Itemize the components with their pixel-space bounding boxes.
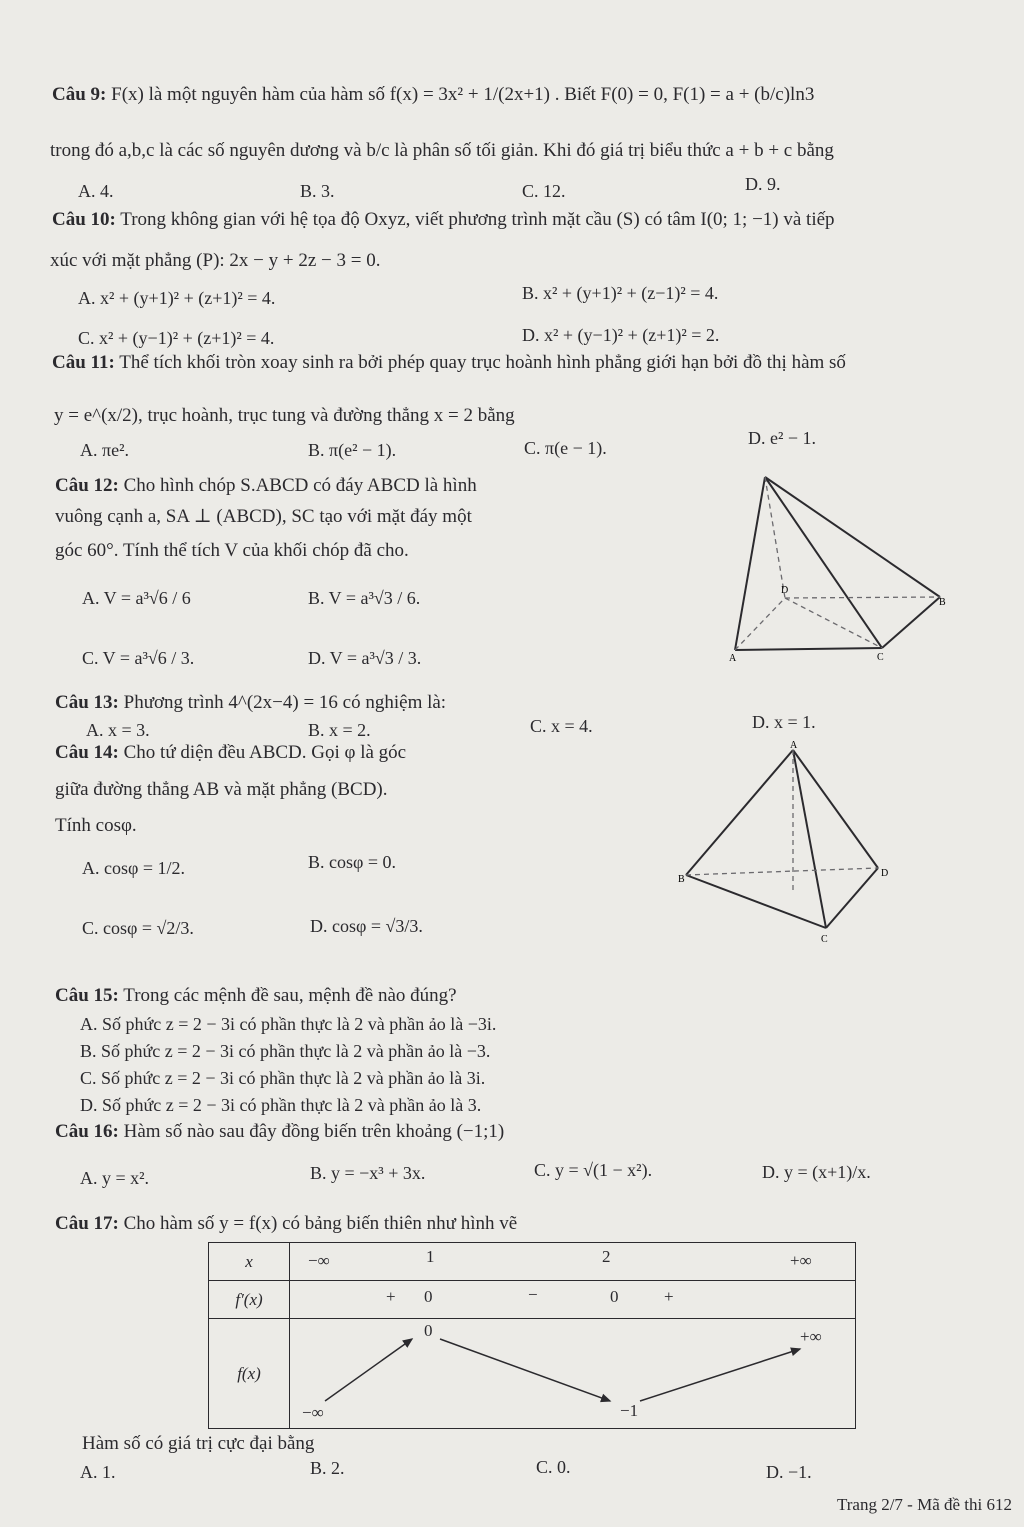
page-footer: Trang 2/7 - Mã đề thi 612 bbox=[836, 1495, 1012, 1514]
q15-label: Câu 15: bbox=[55, 985, 119, 1006]
q14-text1: Cho tứ diện đều ABCD. Gọi φ là góc bbox=[123, 742, 407, 763]
q13-option-b[interactable]: B. x = 2. bbox=[308, 720, 371, 740]
q11-option-c[interactable]: C. π(e − 1). bbox=[524, 438, 607, 458]
q12-option-b[interactable]: B. V = a³√3 / 6. bbox=[308, 588, 421, 608]
q11-label: Câu 11: bbox=[52, 352, 115, 373]
q13-option-a[interactable]: A. x = 3. bbox=[86, 720, 150, 740]
q14-option-c[interactable]: C. cosφ = √2/3. bbox=[82, 918, 194, 938]
bbt-deriv-sign-2: − bbox=[528, 1285, 538, 1304]
q17-line2: Hàm số có giá trị cực đại bằng bbox=[82, 1433, 315, 1454]
q16-option-a[interactable]: A. y = x². bbox=[80, 1168, 150, 1188]
q12-line1 bbox=[55, 475, 477, 497]
q10-line1 bbox=[52, 209, 835, 231]
q16-line1 bbox=[55, 1121, 504, 1143]
pyramid-label-b: B bbox=[939, 597, 946, 608]
pyramid-label-d: D bbox=[781, 585, 789, 596]
q15-line1 bbox=[55, 985, 457, 1007]
pyramid-label-a: A bbox=[729, 653, 737, 664]
bbt-f-neg-inf: −∞ bbox=[302, 1403, 324, 1422]
q11-option-a[interactable]: A. πe². bbox=[80, 440, 129, 460]
bbt-x-row bbox=[290, 1243, 856, 1281]
q15-text1: Trong các mệnh đề sau, mệnh đề nào đúng? bbox=[123, 985, 457, 1006]
bbt-f-row bbox=[290, 1319, 856, 1429]
tetra-label-c: C bbox=[821, 934, 828, 945]
q12-option-d[interactable]: D. V = a³√3 / 3. bbox=[308, 648, 422, 668]
pyramid-label-c: C bbox=[877, 652, 884, 663]
q10-option-a[interactable]: A. x² + (y+1)² + (z+1)² = 4. bbox=[78, 288, 276, 308]
q12-line2: vuông cạnh a, SA ⊥ (ABCD), SC tạo với mặt đáy một bbox=[55, 506, 472, 527]
q15-option-d[interactable]: D. Số phức z = 2 − 3i có phần thực là 2 và phần ảo là 3. bbox=[80, 1095, 482, 1115]
q11-line2: y = e^(x/2), trục hoành, trục tung và đường thẳng x = 2 bằng bbox=[54, 405, 515, 426]
bbt-deriv-label: f′(x) bbox=[209, 1281, 290, 1319]
bbt-deriv-zero-1: 0 bbox=[424, 1287, 433, 1306]
q14-option-d[interactable]: D. cosφ = √3/3. bbox=[310, 916, 423, 936]
bbt-arrows bbox=[290, 1319, 850, 1429]
q12-option-c[interactable]: C. V = a³√6 / 3. bbox=[82, 648, 195, 668]
q10-label: Câu 10: bbox=[52, 209, 116, 230]
q12-label: Câu 12: bbox=[55, 475, 119, 496]
q15-option-a[interactable]: A. Số phức z = 2 − 3i có phần thực là 2 và phần ảo là −3i. bbox=[80, 1014, 497, 1034]
q17-text1: Cho hàm số y = f(x) có bảng biến thiên như hình vẽ bbox=[123, 1213, 518, 1234]
bbt-deriv-sign-1: + bbox=[386, 1287, 396, 1306]
q10-option-d[interactable]: D. x² + (y−1)² + (z+1)² = 2. bbox=[522, 325, 720, 345]
bbt-f-pos-inf: +∞ bbox=[800, 1327, 822, 1346]
q13-option-d[interactable]: D. x = 1. bbox=[752, 712, 816, 732]
q14-option-a[interactable]: A. cosφ = 1/2. bbox=[82, 858, 186, 878]
q14-line2: giữa đường thẳng AB và mặt phẳng (BCD). bbox=[55, 779, 388, 800]
q16-text1: Hàm số nào sau đây đồng biến trên khoảng (−1;1) bbox=[123, 1121, 505, 1142]
tetra-label-a: A bbox=[790, 740, 798, 751]
q16-label: Câu 16: bbox=[55, 1121, 119, 1142]
q13-label: Câu 13: bbox=[55, 692, 119, 713]
q9-label: Câu 9: bbox=[52, 84, 107, 105]
q17-option-b[interactable]: B. 2. bbox=[310, 1458, 345, 1478]
q9-option-d[interactable]: D. 9. bbox=[745, 174, 781, 194]
q13-text1: Phương trình 4^(2x−4) = 16 có nghiệm là: bbox=[123, 692, 447, 713]
q16-option-c[interactable]: C. y = √(1 − x²). bbox=[534, 1160, 653, 1180]
q9-line1 bbox=[52, 84, 814, 106]
q15-option-c[interactable]: C. Số phức z = 2 − 3i có phần thực là 2 và phần ảo là 3i. bbox=[80, 1068, 486, 1088]
q14-line3: Tính cosφ. bbox=[55, 815, 137, 836]
q14-line1 bbox=[55, 742, 406, 764]
q9-option-b[interactable]: B. 3. bbox=[300, 181, 335, 201]
q17-option-c[interactable]: C. 0. bbox=[536, 1457, 571, 1477]
q11-line1 bbox=[52, 352, 846, 374]
q17-option-a[interactable]: A. 1. bbox=[80, 1462, 116, 1482]
bbt-deriv-row bbox=[290, 1281, 856, 1319]
q10-text1: Trong không gian với hệ tọa độ Oxyz, viết phương trình mặt cầu (S) có tâm I(0; 1; −1) và tiếp bbox=[120, 209, 835, 230]
bbt-f-min: −1 bbox=[620, 1401, 639, 1420]
q10-line2: xúc với mặt phẳng (P): 2x − y + 2z − 3 = 0. bbox=[50, 250, 381, 271]
bbt-f-max: 0 bbox=[424, 1321, 433, 1340]
q10-option-b[interactable]: B. x² + (y+1)² + (z−1)² = 4. bbox=[522, 283, 719, 303]
bbt-x-pos-inf: +∞ bbox=[790, 1251, 812, 1270]
q11-text1: Thể tích khối tròn xoay sinh ra bởi phép quay trục hoành hình phẳng giới hạn bởi đồ thị hàm số bbox=[119, 352, 846, 373]
q15-option-b[interactable]: B. Số phức z = 2 − 3i có phần thực là 2 và phần ảo là −3. bbox=[80, 1041, 491, 1061]
q17-line1 bbox=[55, 1213, 517, 1235]
bbt-x-label: x bbox=[209, 1243, 290, 1281]
q17-label: Câu 17: bbox=[55, 1213, 119, 1234]
q13-line1 bbox=[55, 692, 446, 714]
pyramid-figure bbox=[725, 465, 955, 665]
q16-option-d[interactable]: D. y = (x+1)/x. bbox=[762, 1162, 871, 1182]
q12-option-a[interactable]: A. V = a³√6 / 6 bbox=[82, 588, 191, 608]
bbt-f-label: f(x) bbox=[209, 1319, 290, 1429]
variation-table bbox=[208, 1242, 856, 1429]
q12-text1: Cho hình chóp S.ABCD có đáy ABCD là hình bbox=[123, 475, 477, 496]
bbt-deriv-zero-2: 0 bbox=[610, 1287, 619, 1306]
q14-label: Câu 14: bbox=[55, 742, 119, 763]
q16-option-b[interactable]: B. y = −x³ + 3x. bbox=[310, 1163, 426, 1183]
bbt-x-1: 1 bbox=[426, 1247, 435, 1266]
q14-option-b[interactable]: B. cosφ = 0. bbox=[308, 852, 397, 872]
tetra-label-d: D bbox=[881, 868, 889, 879]
bbt-x-2: 2 bbox=[602, 1247, 611, 1266]
q9-option-c[interactable]: C. 12. bbox=[522, 181, 566, 201]
q13-option-c[interactable]: C. x = 4. bbox=[530, 716, 593, 736]
tetrahedron-figure bbox=[678, 740, 903, 950]
q9-text1: F(x) là một nguyên hàm của hàm số f(x) = 3x² + 1/(2x+1) . Biết F(0) = 0, F(1) = a + (b/c)ln3 bbox=[111, 84, 815, 105]
q9-option-a[interactable]: A. 4. bbox=[78, 181, 114, 201]
q11-option-b[interactable]: B. π(e² − 1). bbox=[308, 440, 397, 460]
q10-option-c[interactable]: C. x² + (y−1)² + (z+1)² = 4. bbox=[78, 328, 275, 348]
tetra-label-b: B bbox=[678, 874, 685, 885]
q9-line2: trong đó a,b,c là các số nguyên dương và b/c là phân số tối giản. Khi đó giá trị biểu thức a + b + c bằng bbox=[50, 140, 834, 161]
q12-line3: góc 60°. Tính thể tích V của khối chóp đã cho. bbox=[55, 540, 409, 561]
q17-option-d[interactable]: D. −1. bbox=[766, 1462, 812, 1482]
bbt-deriv-sign-3: + bbox=[664, 1287, 674, 1306]
bbt-x-neg-inf: −∞ bbox=[308, 1251, 330, 1270]
q11-option-d[interactable]: D. e² − 1. bbox=[748, 428, 817, 448]
